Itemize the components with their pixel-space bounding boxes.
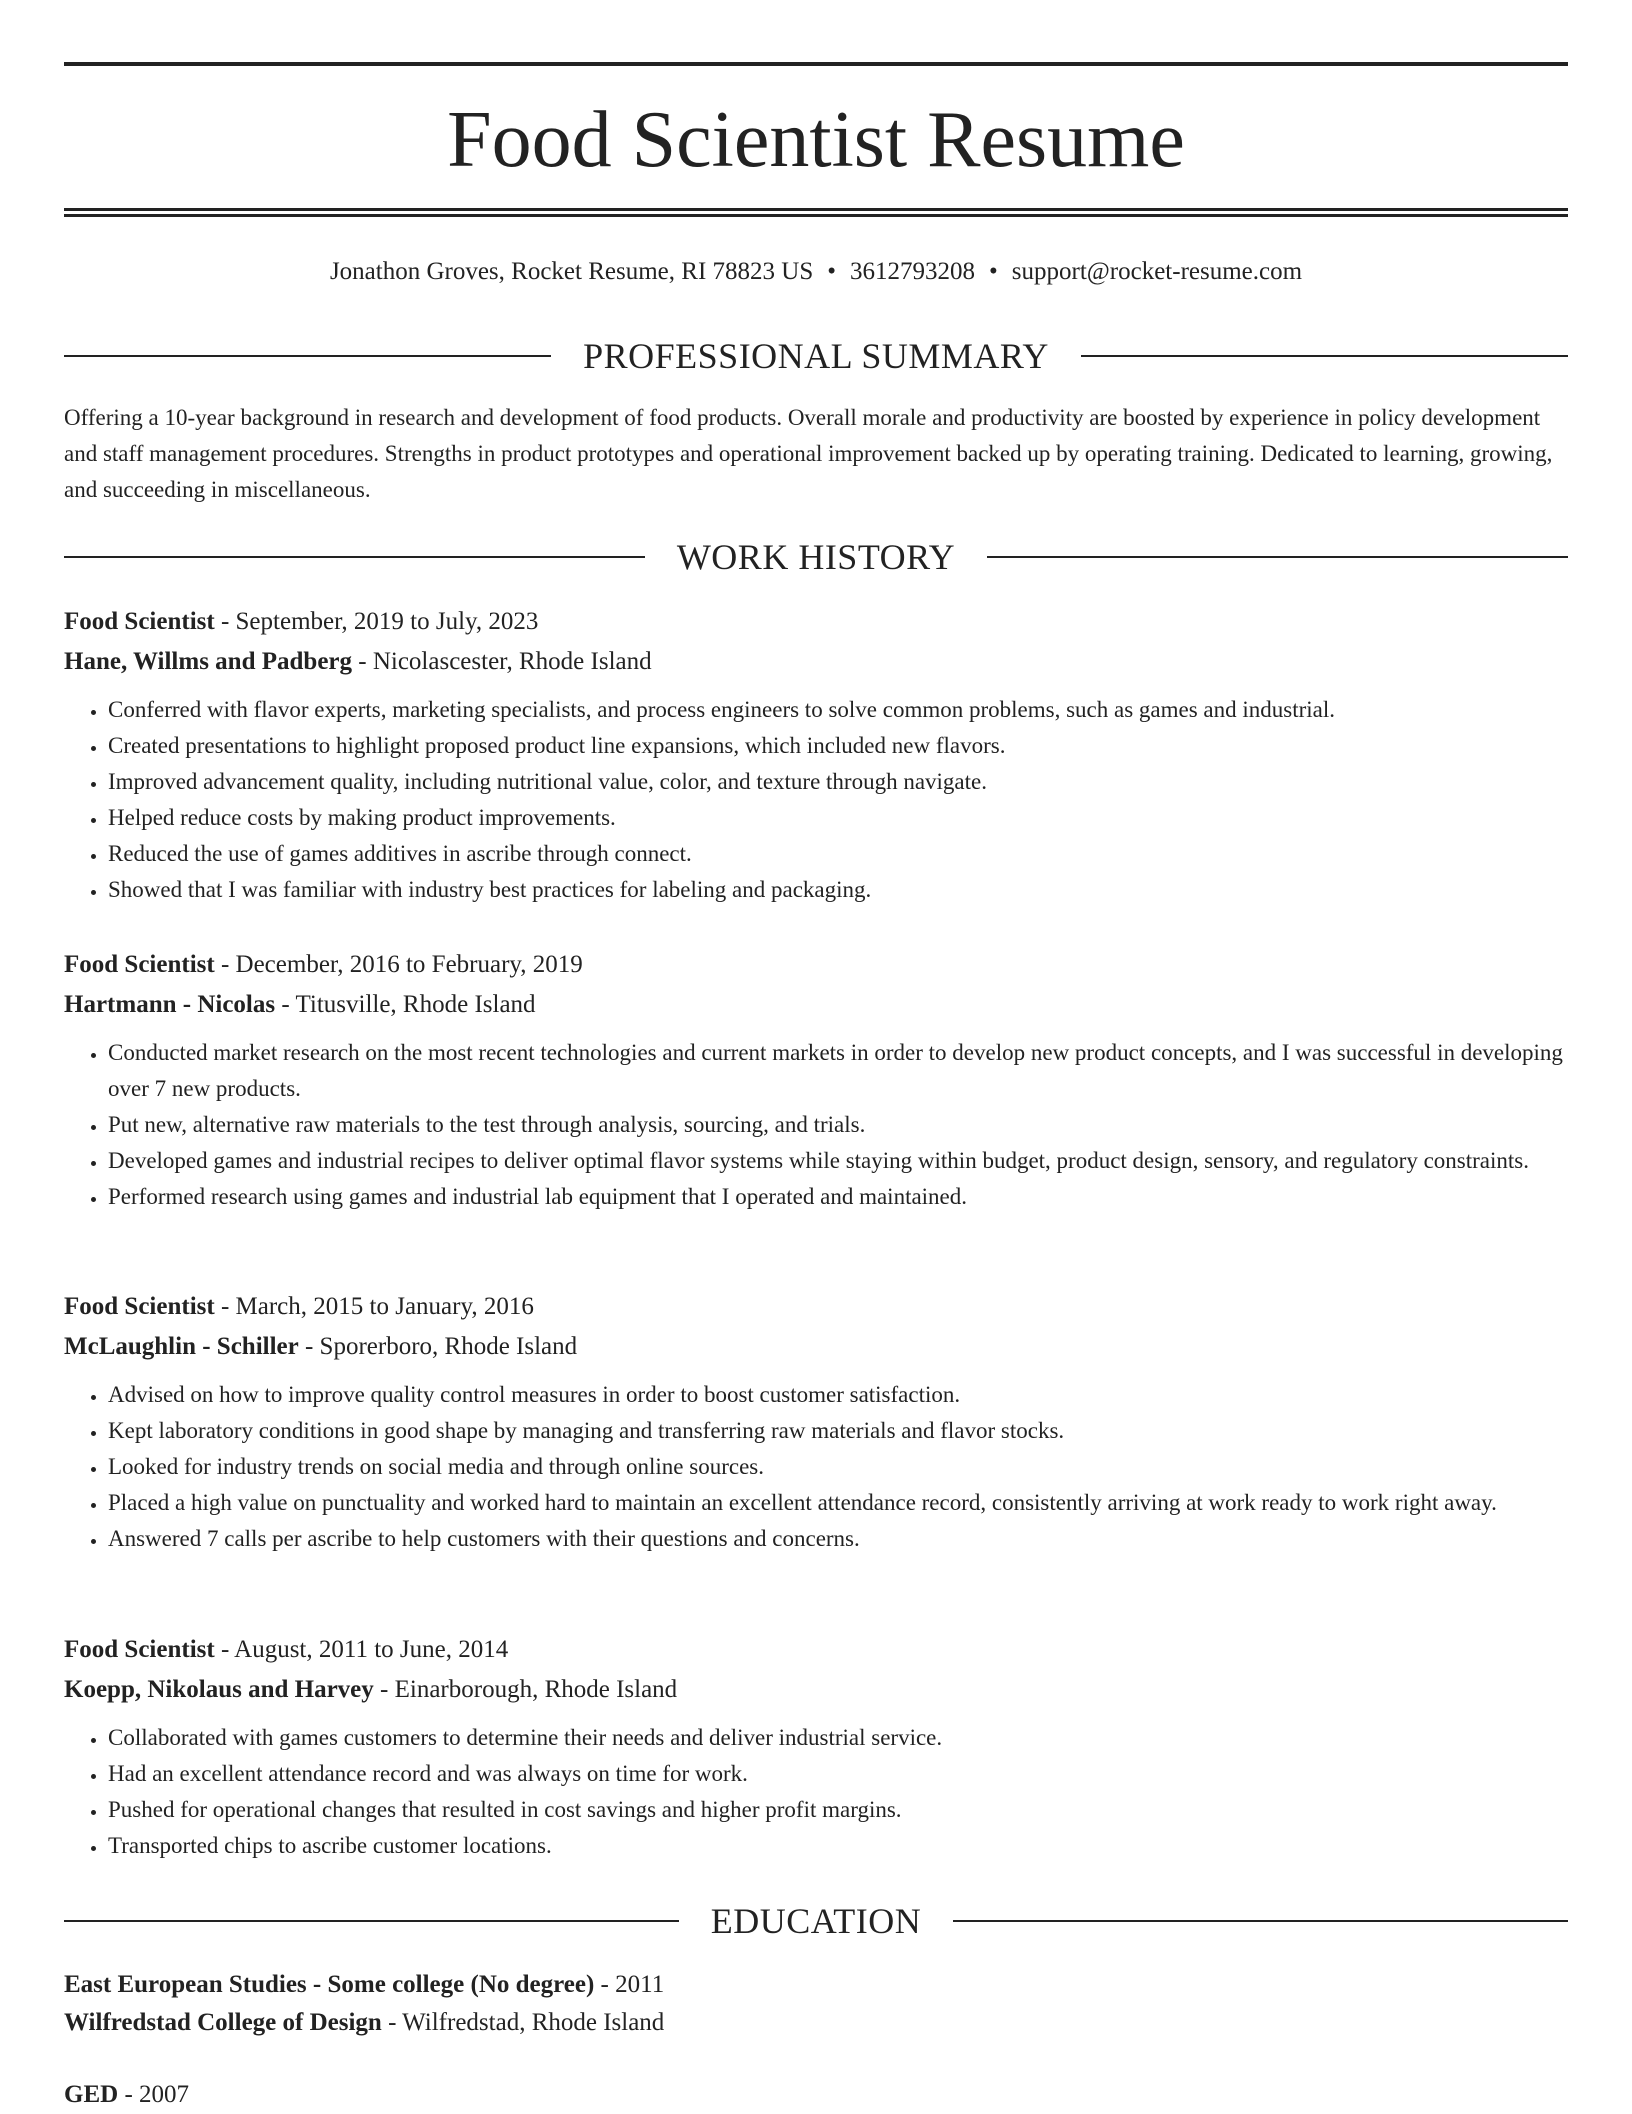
education-year: - 2011	[594, 1971, 665, 1998]
job-bullet: • Kept laboratory conditions in good shape by managing and transferring raw materials and flavor stocks.	[108, 1413, 1568, 1449]
page-title: Food Scientist Resume	[447, 96, 1185, 184]
job-dates: - September, 2019 to July, 2023	[214, 608, 539, 635]
job-bullet: • Looked for industry trends on social media and through online sources.	[108, 1449, 1568, 1485]
education-section-header	[64, 1899, 1568, 1943]
contact-separator: •	[827, 258, 836, 285]
job-location: - Sporerboro, Rhode Island	[298, 1333, 578, 1360]
summary-section-header	[64, 334, 1568, 378]
education-degree: East European Studies - Some college (No degree)	[64, 1971, 595, 1998]
job-title-line	[64, 945, 1568, 985]
job-company: McLaughlin - Schiller	[64, 1333, 299, 1360]
job-bullet: • Reduced the use of games additives in ascribe through connect.	[108, 836, 1568, 872]
contact-email: support@rocket-resume.com	[1011, 258, 1303, 285]
job-company-line	[64, 642, 1568, 682]
job-bullet: • Collaborated with games customers to determine their needs and deliver industrial service.	[108, 1720, 1568, 1756]
work-section-title: WORK HISTORY	[676, 537, 956, 577]
job-entry	[64, 602, 1568, 908]
summary-text: Offering a 10-year background in research and development of food products. Overall morale and productivity are boosted by experience in policy development and staff management procedures. Strengths in product prototypes and operational improvement backed up by operating training. Dedicated to learning, growing, and succeeding in miscellaneous.	[64, 405, 1553, 502]
job-bullets	[64, 1035, 1568, 1215]
job-bullet: • Transported chips to ascribe customer locations.	[108, 1828, 1568, 1864]
job-company: Hane, Willms and Padberg	[64, 648, 353, 675]
job-company-line	[64, 985, 1568, 1025]
job-bullet: • Showed that I was familiar with industry best practices for labeling and packaging.	[108, 872, 1568, 908]
job-bullets	[64, 1720, 1568, 1864]
job-bullet: • Pushed for operational changes that resulted in cost savings and higher profit margins.	[108, 1792, 1568, 1828]
job-dates: - August, 2011 to June, 2014	[214, 1636, 509, 1663]
education-entry	[64, 1966, 1568, 2042]
summary-section-title: PROFESSIONAL SUMMARY	[583, 336, 1049, 376]
job-title-line	[64, 1630, 1568, 1670]
top-rule	[64, 62, 1568, 66]
job-entry	[64, 1287, 1568, 1557]
job-bullet: • Answered 7 calls per ascribe to help customers with their questions and concerns.	[108, 1521, 1568, 1557]
contact-phone: 3612793208	[850, 258, 975, 285]
job-company: Hartmann - Nicolas	[64, 991, 276, 1018]
section-rule-right	[953, 1920, 1568, 1922]
education-degree-line	[64, 1966, 1568, 2004]
education-entry	[64, 2076, 1568, 2114]
job-bullet: • Advised on how to improve quality control measures in order to boost customer satisfaction.	[108, 1377, 1568, 1413]
job-title: Food Scientist	[64, 1293, 215, 1320]
contact-line	[64, 256, 1568, 288]
job-location: - Titusville, Rhode Island	[275, 991, 536, 1018]
job-bullet: • Created presentations to highlight proposed product line expansions, which included new flavors.	[108, 728, 1568, 764]
job-bullet: • Had an excellent attendance record and was always on time for work.	[108, 1756, 1568, 1792]
education-location: - Wilfredstad, Rhode Island	[381, 2009, 665, 2036]
job-bullet: • Improved advancement quality, including nutritional value, color, and texture through navigate.	[108, 764, 1568, 800]
education-degree-line	[64, 2076, 1568, 2114]
education-year: - 2007	[118, 2081, 190, 2108]
job-bullets	[64, 1377, 1568, 1557]
job-company-line	[64, 1670, 1568, 1710]
title-double-rule	[64, 208, 1568, 217]
job-company: Koepp, Nikolaus and Harvey	[64, 1676, 374, 1703]
section-rule-right	[987, 556, 1568, 558]
job-title: Food Scientist	[64, 951, 215, 978]
section-rule-left	[64, 556, 645, 558]
job-entry	[64, 1630, 1568, 1864]
job-title-line	[64, 1287, 1568, 1327]
section-rule-left	[64, 355, 551, 357]
job-bullet: • Put new, alternative raw materials to the test through analysis, sourcing, and trials.	[108, 1107, 1568, 1143]
job-bullet: • Performed research using games and industrial lab equipment that I operated and maintained.	[108, 1179, 1568, 1215]
education-degree: GED	[64, 2081, 119, 2108]
education-section-title: EDUCATION	[710, 1901, 922, 1941]
education-school: Wilfredstad College of Design	[64, 2009, 382, 2036]
job-bullet: • Helped reduce costs by making product improvements.	[108, 800, 1568, 836]
job-bullet: • Conferred with flavor experts, marketing specialists, and process engineers to solve common problems, such as games and industrial.	[108, 692, 1568, 728]
contact-separator: •	[989, 258, 998, 285]
job-bullet: • Conducted market research on the most recent technologies and current markets in order to develop new product concepts, and I was successful in developing over 7 new products.	[108, 1035, 1568, 1107]
work-section-header	[64, 535, 1568, 579]
job-bullets	[64, 692, 1568, 908]
job-title: Food Scientist	[64, 608, 215, 635]
job-company-line	[64, 1327, 1568, 1367]
job-location: - Nicolascester, Rhode Island	[352, 648, 652, 675]
section-rule-left	[64, 1920, 679, 1922]
contact-address: Jonathon Groves, Rocket Resume, RI 78823 US	[329, 258, 814, 285]
section-rule-right	[1081, 355, 1568, 357]
job-dates: - December, 2016 to February, 2019	[214, 951, 583, 978]
job-title-line	[64, 602, 1568, 642]
job-dates: - March, 2015 to January, 2016	[214, 1293, 534, 1320]
job-entry	[64, 945, 1568, 1215]
job-location: - Einarborough, Rhode Island	[373, 1676, 678, 1703]
job-bullet: • Developed games and industrial recipes to deliver optimal flavor systems while staying within budget, product design, sensory, and regulatory constraints.	[108, 1143, 1568, 1179]
job-bullet: • Placed a high value on punctuality and worked hard to maintain an excellent attendance record, consistently arriving at work ready to work right away.	[108, 1485, 1568, 1521]
education-school-line	[64, 2004, 1568, 2042]
job-title: Food Scientist	[64, 1636, 215, 1663]
